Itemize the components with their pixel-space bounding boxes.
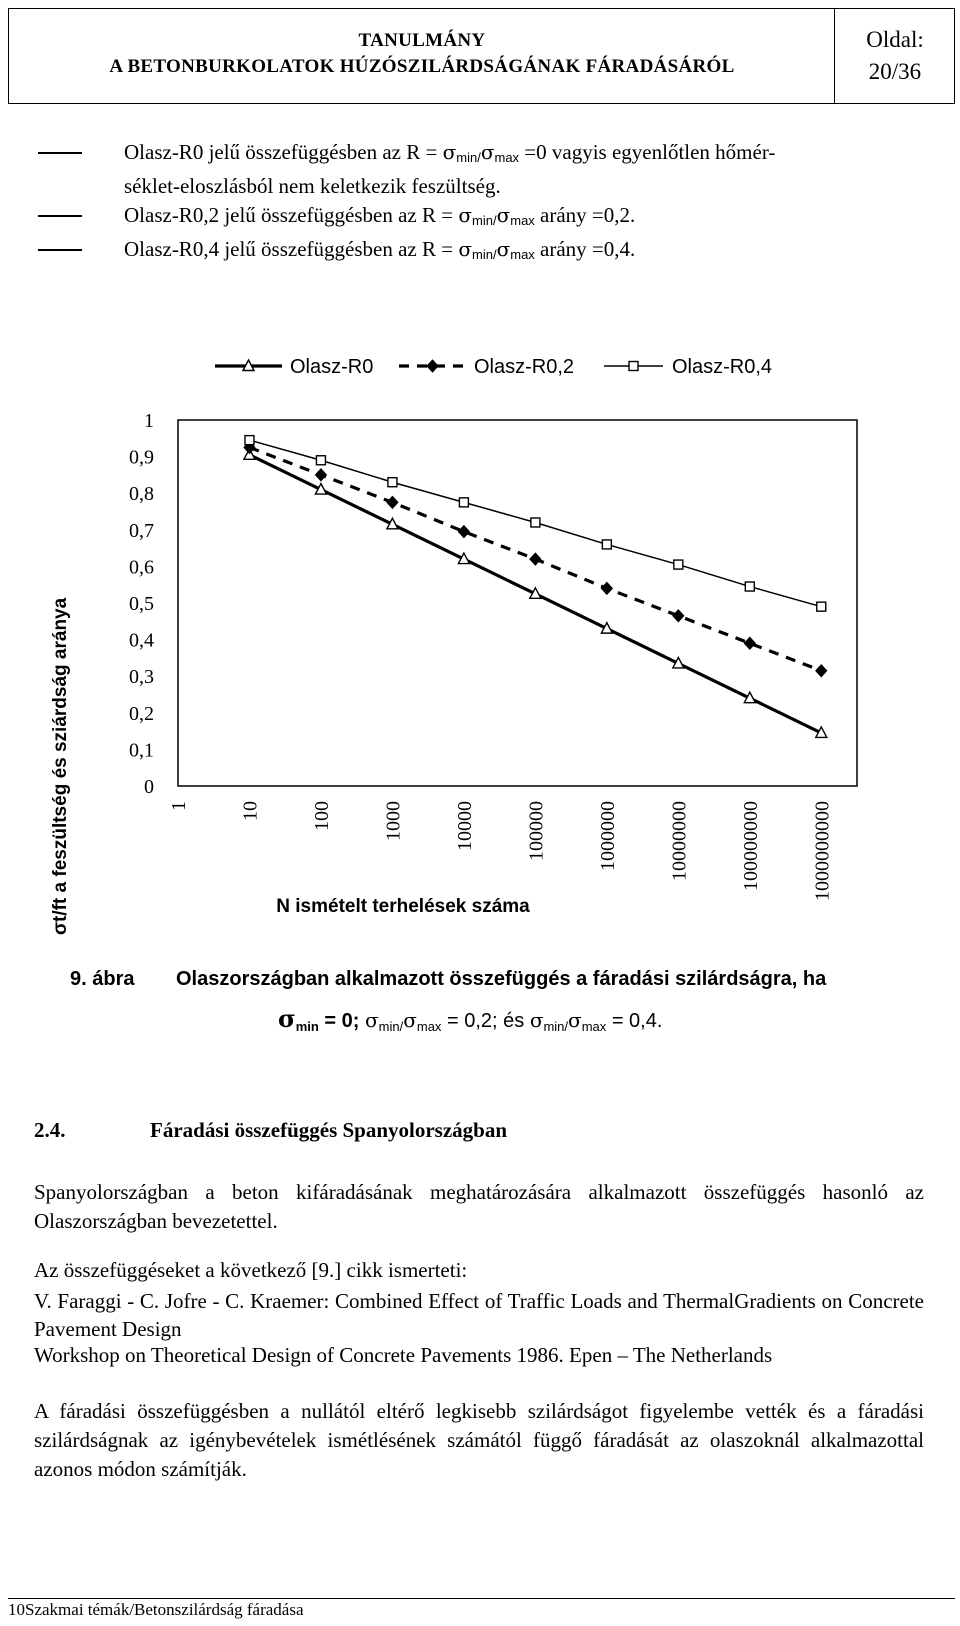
paragraph: Spanyolországban a beton kifáradásának meghatározására alkalmazott összefüggés hasonló az Olaszországban bevezetettel.	[34, 1180, 924, 1233]
sub-max: max	[510, 213, 535, 228]
y-tick-label: 0,7	[129, 519, 154, 542]
caption-eq-0: = 0;	[318, 1010, 365, 1032]
sub-max: max	[494, 150, 520, 165]
sub-min: min	[543, 1019, 565, 1034]
bullet-text: arány =0,2.	[534, 203, 636, 227]
sub-slash: /	[477, 150, 481, 165]
x-tick-label: 100000000	[739, 801, 762, 891]
section-title: Fáradási összefüggés Spanyolországban	[150, 1118, 508, 1142]
section-number: 2.4.	[34, 1118, 66, 1142]
sub-min: min	[456, 150, 478, 165]
data-point-diamond	[387, 496, 398, 508]
y-tick-label: 0,6	[129, 556, 154, 579]
bullet-list	[38, 138, 918, 269]
x-tick-label: 10	[239, 801, 262, 821]
sigma-symbol: σ	[278, 1004, 296, 1033]
bullet-item	[38, 138, 918, 201]
x-tick-label: 100	[310, 801, 333, 831]
bullet-dash	[38, 249, 82, 251]
bullet-text: séklet-eloszlásból nem keletkezik feszültség.	[124, 174, 501, 198]
sigma-symbol: σ	[364, 1008, 379, 1032]
caption-eq-2: = 0,4.	[606, 1010, 663, 1032]
sub-min: min	[295, 1019, 319, 1034]
page-indicator	[836, 24, 954, 88]
bullet-text: Olasz-R0 jelű összefüggésben az R =	[124, 140, 443, 164]
bullet-text: arány =0,4.	[534, 237, 636, 261]
sub-slash: /	[492, 213, 497, 228]
header-divider	[834, 8, 835, 104]
bullet-text: =0 vagyis egyenlőtlen hőmér-	[519, 140, 776, 164]
data-point-diamond	[601, 582, 612, 594]
data-point-square	[388, 478, 397, 487]
sub-slash: /	[492, 247, 497, 262]
data-point-square	[531, 518, 540, 527]
x-tick-label: 100000	[525, 801, 548, 861]
data-point-square	[745, 582, 754, 591]
sub-max: max	[416, 1019, 442, 1034]
sigma-symbol: σ	[496, 203, 511, 227]
data-point-square	[459, 498, 468, 507]
footer: 10Szakmai témák/Betonszilárdság fáradása	[8, 1600, 304, 1619]
data-point-diamond	[816, 665, 827, 677]
sigma-symbol: σ	[403, 1008, 417, 1032]
page-number: 20/36	[868, 59, 922, 84]
data-point-diamond	[458, 526, 469, 538]
sub-max: max	[581, 1019, 607, 1034]
sigma-symbol: σ	[458, 203, 472, 227]
data-point-square	[245, 436, 254, 445]
legend-label: Olasz-R0	[290, 356, 374, 378]
paragraph: A fáradási összefüggésben a nullától eltérő legkisebb szilárdságot figyelembe vették és a fáradási szilárdságnak az igénybevételek ismétlésének számától függő fáradását az olaszoknál alkalmazottal azonos módon számítják.	[34, 1399, 924, 1481]
sub-slash: /	[564, 1019, 569, 1034]
y-tick-label: 0,1	[129, 739, 154, 762]
sub-min: min	[378, 1019, 400, 1034]
page-label: Oldal:	[866, 27, 924, 52]
y-tick-label: 0,2	[129, 702, 154, 725]
y-tick-label: 0,4	[129, 629, 154, 652]
bullet-item	[38, 201, 918, 235]
sigma-symbol: σ	[480, 140, 495, 164]
x-axis-title: N ismételt terhelések száma	[276, 896, 530, 917]
sigma-symbol: σ	[496, 237, 511, 261]
data-point-diamond	[530, 553, 541, 565]
reference-citation: V. Faraggi - C. Jofre - C. Kraemer: Combined Effect of Traffic Loads and ThermalGradients on Concrete Pavement Design	[34, 1289, 924, 1341]
y-tick-label: 1	[144, 410, 154, 432]
legend-label: Olasz-R0,4	[672, 356, 773, 378]
plot-area	[178, 420, 857, 786]
y-tick-label: 0,9	[129, 446, 154, 469]
reference-venue: Workshop on Theoretical Design of Concrete Pavements 1986. Epen – The Netherlands	[34, 1343, 773, 1367]
bullet-dash	[38, 215, 82, 217]
page-header	[0, 0, 960, 106]
x-tick-label: 10000	[453, 801, 476, 851]
sub-max: max	[510, 247, 535, 262]
x-tick-label: 1000000000	[811, 801, 834, 901]
bullet-text: Olasz-R0,4 jelű összefüggésben az R =	[124, 237, 459, 261]
title-line-2: A BETONBURKOLATOK HÚZÓSZILÁRDSÁGÁNAK FÁRADÁSÁRÓL	[109, 56, 735, 77]
caption-line-1: Olaszországban alkalmazott összefüggés a fáradási szilárdságra, ha	[176, 968, 827, 990]
data-point-diamond	[427, 360, 438, 372]
x-tick-label: 1000000	[596, 801, 619, 871]
data-point-square	[316, 456, 325, 465]
data-point-diamond	[315, 469, 326, 481]
y-tick-label: 0,8	[129, 483, 154, 506]
bullet-text: Olasz-R0,2 jelű összefüggésben az R =	[124, 203, 459, 227]
sub-slash: /	[399, 1019, 404, 1034]
chart-svg	[0, 340, 960, 950]
fatigue-chart	[0, 340, 960, 950]
x-tick-label: 10000000	[668, 801, 691, 881]
x-tick-label: 1000	[382, 801, 405, 841]
y-tick-label: 0,5	[129, 593, 154, 615]
data-point-diamond	[673, 610, 684, 622]
paragraph: Az összefüggéseket a következő [9.] cikk ismerteti:	[34, 1258, 468, 1282]
sigma-symbol: σ	[529, 1008, 544, 1032]
title-line-1: TANULMÁNY	[358, 30, 486, 51]
sigma-symbol: σ	[568, 1008, 582, 1032]
data-point-square	[602, 540, 611, 549]
sub-min: min	[472, 213, 493, 228]
caption-eq-1: = 0,2; és	[441, 1010, 530, 1032]
caption-line-2	[278, 1004, 662, 1034]
sub-min: min	[472, 247, 493, 262]
y-axis-label-text: σt/ft a feszültség és sziárdság aránya	[50, 597, 71, 935]
x-tick-label: 1	[168, 801, 190, 811]
sigma-symbol: σ	[458, 237, 472, 261]
document-title	[10, 28, 834, 80]
y-tick-label: 0	[144, 776, 154, 798]
sigma-symbol: σ	[442, 140, 457, 164]
bullet-item	[38, 235, 918, 269]
data-point-square	[674, 560, 683, 569]
legend-label: Olasz-R0,2	[474, 356, 575, 378]
y-tick-label: 0,3	[129, 666, 154, 689]
bullet-dash	[38, 152, 82, 154]
data-point-diamond	[744, 637, 755, 649]
data-point-square	[629, 362, 638, 371]
figure-number: 9. ábra	[70, 968, 135, 990]
data-point-square	[817, 602, 826, 611]
footer-rule	[8, 1598, 955, 1599]
